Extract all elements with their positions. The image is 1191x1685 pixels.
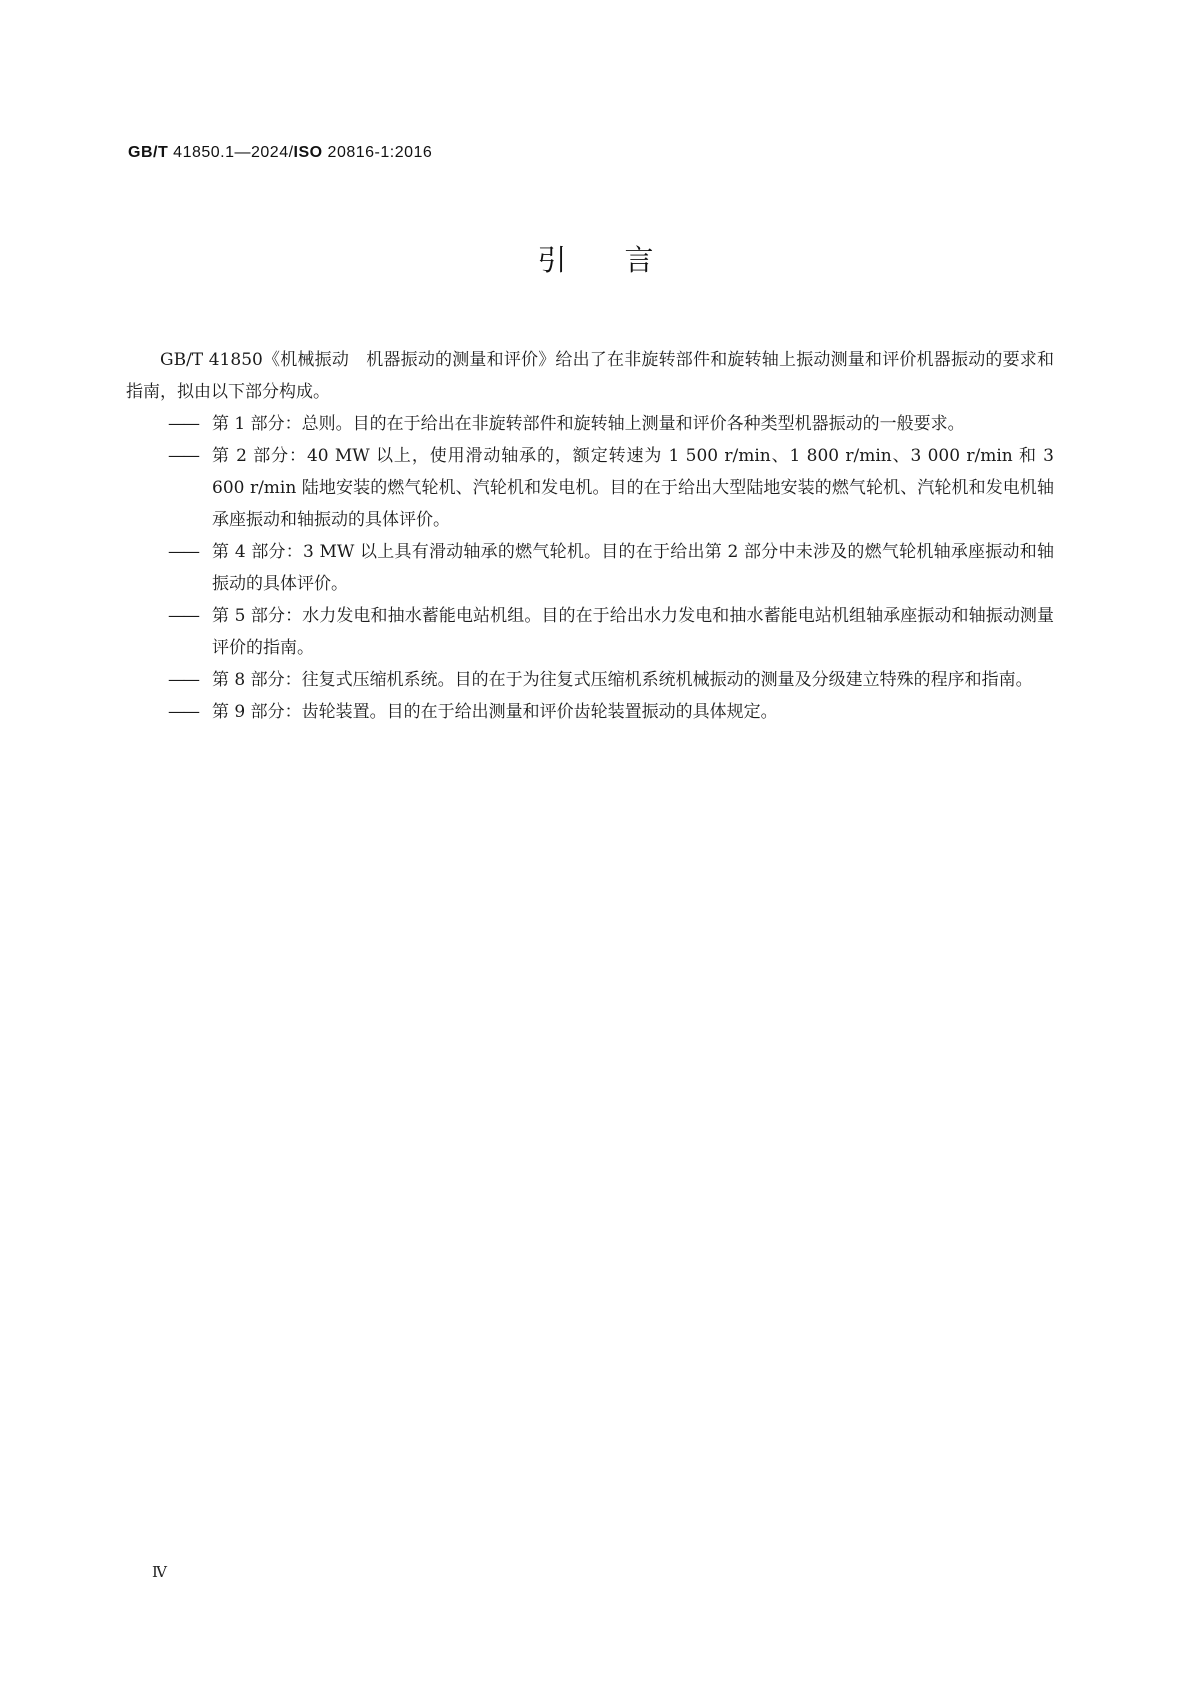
introduction-body [126, 344, 1054, 728]
list-item [126, 536, 1054, 600]
standard-number: 41850.1—2024/ [168, 144, 294, 161]
part-2-text: 第 2 部分：40 MW 以上，使用滑动轴承的，额定转速为 1 500 r/min、1 800 r/min、3 000 r/min 和 3 600 r/min 陆地安装的燃气轮机、汽轮机和发电机。目的在于给出大型陆地安装的燃气轮机、汽轮机和发电机轴承座振动和轴振动的具体评价。 [212, 446, 1054, 530]
part-8-text: 第 8 部分：往复式压缩机系统。目的在于为往复式压缩机系统机械振动的测量及分级建立特殊的程序和指南。 [212, 670, 1033, 690]
page-title: 引言 [537, 243, 712, 277]
list-item [126, 696, 1054, 728]
standard-header [128, 144, 432, 162]
list-dash: —— [168, 670, 198, 690]
part-9-text: 第 9 部分：齿轮装置。目的在于给出测量和评价齿轮装置振动的具体规定。 [212, 702, 778, 722]
list-item [126, 440, 1054, 536]
parts-list [126, 408, 1054, 728]
list-item [126, 664, 1054, 696]
iso-prefix: ISO [293, 144, 323, 161]
intro-paragraph: GB/T 41850《机械振动 机器振动的测量和评价》给出了在非旋转部件和旋转轴上振动测量和评价机器振动的要求和指南，拟由以下部分构成。 [126, 350, 1054, 402]
iso-number: 20816-1:2016 [322, 144, 433, 161]
list-item [126, 408, 1054, 440]
list-dash: —— [168, 446, 198, 466]
standard-prefix: GB/T [128, 144, 169, 161]
list-dash: —— [168, 542, 198, 562]
part-4-text: 第 4 部分：3 MW 以上具有滑动轴承的燃气轮机。目的在于给出第 2 部分中未涉及的燃气轮机轴承座振动和轴振动的具体评价。 [212, 542, 1054, 594]
page-number: Ⅳ [152, 1563, 167, 1581]
part-5-text: 第 5 部分：水力发电和抽水蓄能电站机组。目的在于给出水力发电和抽水蓄能电站机组轴承座振动和轴振动测量评价的指南。 [212, 606, 1054, 658]
list-dash: —— [168, 702, 198, 722]
list-dash: —— [168, 606, 198, 626]
part-1-text: 第 1 部分：总则。目的在于给出在非旋转部件和旋转轴上测量和评价各种类型机器振动的一般要求。 [212, 414, 965, 434]
list-item [126, 600, 1054, 664]
list-dash: —— [168, 414, 198, 434]
